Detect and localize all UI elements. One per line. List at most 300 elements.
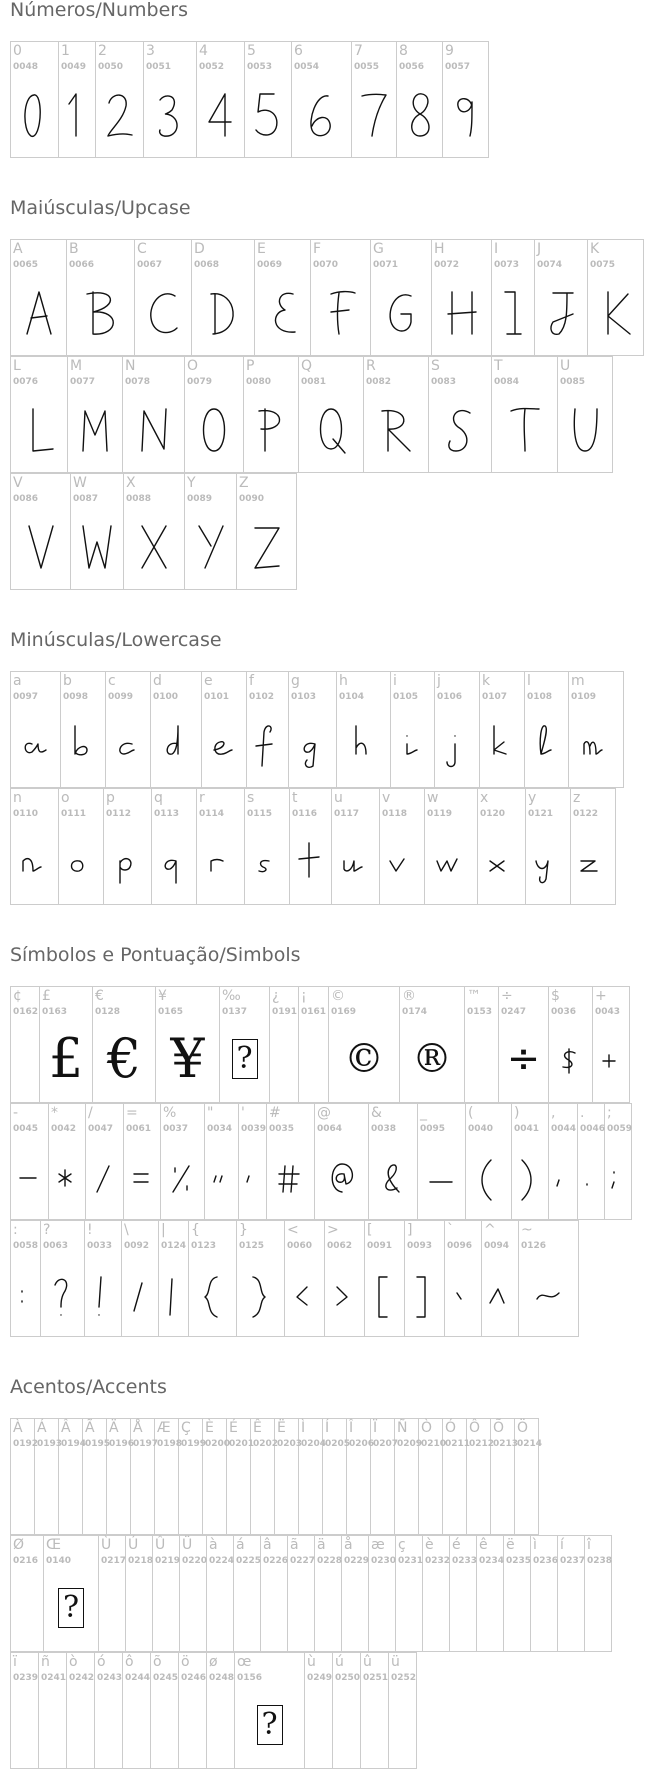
glyph-code-label: 0225 [236,1556,262,1566]
glyph-code-label: 0231 [398,1556,424,1566]
glyph-code-label: 0066 [69,260,95,270]
glyph-character-label: á [236,1537,245,1553]
glyph-sample [11,1136,48,1219]
glyph-character-label: È [205,1420,214,1436]
glyph-cell-0044 [549,1104,578,1220]
glyph-cell-0209 [395,1419,423,1535]
glyph-code-label: 0036 [551,1007,577,1017]
glyph-character-label: Û [155,1537,166,1553]
glyph-cell-0111 [59,789,104,905]
glyph-sample [122,1253,158,1336]
glyph-character-label: 0 [13,43,22,59]
glyph-code-label: 0140 [46,1556,72,1566]
glyph-character-label: < [287,1222,299,1238]
glyph-character-label: ñ [41,1654,50,1670]
glyph-character-label: 4 [199,43,208,59]
glyph-sample [391,704,434,787]
glyph-code-label: 0039 [241,1124,267,1134]
glyph-character-label: L [13,358,21,374]
glyph-cell-0228 [315,1536,342,1652]
glyph-character-label: ë [506,1537,515,1553]
glyph-code-label: 0238 [587,1556,613,1566]
glyph-cell-0045 [11,1104,49,1220]
glyph-cell-0112 [104,789,152,905]
glyph-code-label: 0243 [97,1673,123,1683]
glyph-cell-0124 [159,1221,189,1337]
glyph-code-label: 0063 [43,1241,69,1251]
glyph-sample [11,389,67,472]
glyph-sample [482,1253,518,1336]
glyph-sample [289,704,336,787]
glyph-character-label: Ç [181,1420,191,1436]
glyph-code-label: 0043 [595,1007,621,1017]
glyph-code-label: 0232 [425,1556,451,1566]
glyph-character-label: k [482,673,491,689]
glyph-sample: ® [412,1035,452,1082]
glyph-sample [285,1253,324,1336]
glyph-code-label: 0128 [95,1007,121,1017]
glyph-cell-0212 [467,1419,495,1535]
glyph-code-label: 0227 [290,1556,316,1566]
glyph-code-label: 0251 [363,1673,389,1683]
glyph-cell-0196 [107,1419,135,1535]
glyph-character-label: ù [307,1654,316,1670]
glyph-cell-0081 [299,357,364,473]
glyph-sample [244,389,298,472]
glyph-cell-0071 [371,240,432,356]
glyph-code-label: 0119 [427,809,453,819]
glyph-character-label: t [292,790,298,806]
glyph-cell-0091 [365,1221,405,1337]
glyph-cell-0226 [261,1536,288,1652]
glyph-code-label: 0204 [301,1439,327,1449]
glyph-cell-0047 [86,1104,124,1220]
glyph-code-label: 0174 [402,1007,428,1017]
glyph-character-label: 5 [247,43,256,59]
glyph-cell-0060 [285,1221,325,1337]
glyph-code-label: 0101 [204,692,230,702]
glyph-cell-0153 [465,987,499,1103]
glyph-sample [492,389,557,472]
glyph-cell-0033 [85,1221,122,1337]
glyph-character-label: ~ [521,1222,533,1238]
glyph-sample [245,821,289,904]
glyph-sample [435,704,479,787]
glyph-code-label: 0068 [194,260,220,270]
glyph-character-label: K [590,241,600,257]
glyph-cell-0125 [237,1221,285,1337]
glyph-code-label: 0116 [292,809,318,819]
glyph-code-label: 0086 [13,494,39,504]
glyph-code-label: 0104 [339,692,365,702]
glyph-character-label: M [70,358,83,374]
glyph-character-label: $ [551,988,560,1004]
glyph-cell-0068 [192,240,255,356]
glyph-row-symbols-3 [10,1220,579,1337]
glyph-code-label: 0121 [528,809,554,819]
glyph-cell-0231 [396,1536,423,1652]
glyph-code-label: 0191 [272,1007,298,1017]
missing-glyph-box-icon: ? [235,1681,304,1768]
glyph-sample [588,272,643,355]
glyph-character-label: w [427,790,439,806]
glyph-cell-0052 [197,42,245,158]
glyph-character-label: " [207,1105,214,1121]
glyph-sample [578,1136,604,1219]
glyph-sample [237,506,296,589]
glyph-row-accents-3 [10,1652,417,1769]
glyph-code-label: 0075 [590,260,616,270]
glyph-cell-0195 [83,1419,111,1535]
glyph-character-label: œ [237,1654,252,1670]
glyph-character-label: l [527,673,531,689]
glyph-cell-0062 [325,1221,365,1337]
glyph-cell-0202 [251,1419,279,1535]
glyph-character-label: í [560,1537,564,1553]
glyph-character-label: ` [447,1222,454,1238]
glyph-cell-0095 [418,1104,466,1220]
glyph-sample [425,821,477,904]
glyph-character-label: ' [241,1105,245,1121]
glyph-sample [123,389,184,472]
glyph-character-label: 1 [61,43,70,59]
glyph-character-label: Ò [421,1420,433,1436]
glyph-cell-0083 [429,357,492,473]
glyph-character-label: Ö [517,1420,529,1436]
glyph-sample [365,1253,404,1336]
glyph-character-label: É [229,1420,238,1436]
glyph-code-label: 0047 [88,1124,114,1134]
glyph-cell-0241 [39,1653,67,1769]
glyph-character-label: 2 [98,43,107,59]
glyph-code-label: 0192 [13,1439,39,1449]
glyph-cell-0218 [126,1536,153,1652]
glyph-code-label: 0212 [469,1439,495,1449]
glyph-character-label: Â [61,1420,71,1436]
glyph-code-label: 0163 [42,1007,68,1017]
glyph-cell-0165 [156,987,220,1103]
glyph-code-label: 0073 [494,260,520,270]
glyph-character-label: ÷ [501,988,513,1004]
glyph-character-label: U [560,358,571,374]
section-title-numbers: Números/Numbers [10,0,188,21]
glyph-cell-0109 [569,672,624,788]
glyph-cell-0213 [491,1419,519,1535]
glyph-character-label: î [587,1537,591,1553]
glyph-character-label: ç [398,1537,406,1553]
glyph-code-label: 0111 [61,809,87,819]
glyph-code-label: 0117 [334,809,360,819]
glyph-cell-0075 [588,240,644,356]
glyph-sample [445,1253,481,1336]
glyph-sample [315,1136,368,1219]
glyph-character-label: } [239,1222,248,1238]
glyph-cell-0193 [35,1419,63,1535]
glyph-character-label: Ù [101,1537,112,1553]
glyph-code-label: 0169 [331,1007,357,1017]
glyph-cell-0035 [267,1104,315,1220]
glyph-code-label: 0202 [253,1439,279,1449]
glyph-character-label: Ï [373,1420,378,1436]
glyph-character-label: ò [69,1654,78,1670]
glyph-character-label: Î [349,1420,354,1436]
glyph-character-label: [ [367,1222,373,1238]
glyph-cell-0237 [558,1536,585,1652]
glyph-sample [290,821,331,904]
glyph-sample [144,74,196,157]
glyph-code-label: 0067 [137,260,163,270]
glyph-cell-0200 [203,1419,231,1535]
glyph-code-label: 0050 [98,62,124,72]
glyph-code-label: 0095 [420,1124,446,1134]
glyph-code-label: 0112 [106,809,132,819]
glyph-character-label: Ä [109,1420,119,1436]
glyph-character-label: x [480,790,489,806]
glyph-code-label: 0046 [580,1124,606,1134]
glyph-cell-0042 [49,1104,86,1220]
glyph-character-label: ô [125,1654,134,1670]
glyph-cell-0048 [11,42,59,158]
glyph-cell-0116 [290,789,332,905]
glyph-character-label: Œ [46,1537,61,1553]
glyph-cell-0082 [364,357,429,473]
glyph-character-label: a [13,673,22,689]
glyph-cell-0162 [11,987,40,1103]
glyph-character-label: - [13,1105,19,1121]
glyph-code-label: 0051 [146,62,172,72]
glyph-sample [67,272,134,355]
glyph-code-label: 0049 [61,62,87,72]
glyph-cell-0096 [445,1221,482,1337]
glyph-character-label: ó [97,1654,106,1670]
glyph-sample: ¥ [170,1026,205,1090]
glyph-code-label: 0078 [125,377,151,387]
glyph-cell-0067 [135,240,192,356]
glyph-code-label: 0194 [61,1439,87,1449]
glyph-cell-0140 [44,1536,99,1652]
glyph-cell-0036 [549,987,593,1103]
glyph-code-label: 0118 [382,809,408,819]
glyph-code-label: 0193 [37,1439,63,1449]
glyph-code-label: 0079 [187,377,213,387]
glyph-cell-0122 [571,789,616,905]
glyph-cell-0163 [40,987,93,1103]
glyph-code-label: 0053 [247,62,273,72]
glyph-character-label: u [334,790,343,806]
glyph-cell-0097 [11,672,61,788]
glyph-code-label: 0041 [514,1124,540,1134]
glyph-code-label: 0087 [73,494,99,504]
glyph-sample [124,1136,160,1219]
glyph-cell-0069 [255,240,311,356]
glyph-cell-0074 [535,240,588,356]
glyph-character-label: f [249,673,254,689]
glyph-sample [245,74,291,157]
glyph-code-label: 0230 [371,1556,397,1566]
glyph-sample [267,1136,314,1219]
glyph-cell-0128 [93,987,156,1103]
glyph-code-label: 0062 [327,1241,353,1251]
glyph-code-label: 0061 [126,1124,152,1134]
glyph-code-label: 0247 [501,1007,527,1017]
glyph-sample [85,1253,121,1336]
glyph-cell-0034 [205,1104,239,1220]
glyph-code-label: 0137 [222,1007,248,1017]
glyph-cell-0079 [185,357,244,473]
glyph-cell-0115 [245,789,290,905]
glyph-character-label: õ [153,1654,162,1670]
glyph-character-label: 7 [354,43,363,59]
glyph-sample [255,272,310,355]
glyph-cell-0080 [244,357,299,473]
glyph-cell-0229 [342,1536,369,1652]
glyph-cell-0217 [99,1536,126,1652]
glyph-character-label: Å [133,1420,143,1436]
glyph-code-label: 0246 [181,1673,207,1683]
glyph-sample [124,506,184,589]
glyph-code-label: 0236 [533,1556,559,1566]
glyph-character-label: ã [290,1537,299,1553]
glyph-cell-0206 [347,1419,375,1535]
glyph-code-label: 0226 [263,1556,289,1566]
glyph-cell-0248 [207,1653,235,1769]
glyph-row-upcase-1 [10,239,644,356]
glyph-code-label: 0242 [69,1673,95,1683]
glyph-code-label: 0162 [13,1007,39,1017]
glyph-code-label: 0233 [452,1556,478,1566]
glyph-sample: € [106,1026,142,1090]
glyph-cell-0245 [151,1653,179,1769]
glyph-code-label: 0040 [468,1124,494,1134]
glyph-sample [159,1253,188,1336]
glyph-sample [432,272,491,355]
glyph-character-label: c [108,673,116,689]
glyph-cell-0174 [400,987,465,1103]
glyph-character-label: > [327,1222,339,1238]
glyph-character-label: Á [37,1420,47,1436]
glyph-sample [185,389,243,472]
glyph-character-label: b [63,673,72,689]
glyph-character-label: ú [335,1654,344,1670]
glyph-sample [352,74,396,157]
glyph-character-label: â [263,1537,272,1553]
glyph-code-label: 0165 [158,1007,184,1017]
glyph-cell-0137 [220,987,270,1103]
glyph-sample [311,272,370,355]
glyph-code-label: 0125 [239,1241,265,1251]
glyph-code-label: 0216 [13,1556,39,1566]
glyph-cell-0214 [515,1419,543,1535]
glyph-code-label: 0055 [354,62,380,72]
glyph-code-label: 0195 [85,1439,111,1449]
glyph-character-label: J [537,241,542,257]
glyph-character-label: _ [420,1105,427,1121]
glyph-cell-0235 [504,1536,531,1652]
glyph-cell-0094 [482,1221,519,1337]
glyph-cell-0049 [59,42,96,158]
glyph-sample [443,74,488,157]
glyph-cell-0232 [423,1536,450,1652]
glyph-code-label: 0045 [13,1124,39,1134]
section-title-symbols: Símbolos e Pontuação/Simbols [10,944,301,966]
glyph-code-label: 0200 [205,1439,231,1449]
glyph-row-upcase-2 [10,356,613,473]
glyph-code-label: 0108 [527,692,553,702]
glyph-character-label: 3 [146,43,155,59]
glyph-code-label: 0239 [13,1673,39,1683]
glyph-sample [86,1136,123,1219]
glyph-cell-0123 [189,1221,237,1337]
glyph-character-label: 8 [399,43,408,59]
glyph-cell-0250 [333,1653,361,1769]
glyph-code-label: 0110 [13,809,39,819]
glyph-sample [192,272,254,355]
glyph-sample [535,272,587,355]
glyph-character-label: Æ [157,1420,171,1436]
glyph-cell-0084 [492,357,558,473]
glyph-sample [11,1253,40,1336]
glyph-cell-0077 [68,357,123,473]
glyph-code-label: 0076 [13,377,39,387]
glyph-sample [519,1253,578,1336]
glyph-character-label: Ô [469,1420,481,1436]
glyph-cell-0039 [239,1104,267,1220]
glyph-code-label: 0081 [301,377,327,387]
glyph-character-label: é [452,1537,461,1553]
glyph-character-label: F [313,241,322,257]
glyph-cell-0192 [11,1419,39,1535]
glyph-code-label: 0248 [209,1673,235,1683]
glyph-cell-0064 [315,1104,369,1220]
glyph-code-label: 0250 [335,1673,361,1683]
glyph-code-label: 0161 [301,1007,327,1017]
glyph-cell-0063 [41,1221,85,1337]
glyph-cell-0107 [480,672,525,788]
glyph-character-label: A [13,241,23,257]
glyph-character-label: Ã [85,1420,95,1436]
glyph-code-label: 0080 [246,377,272,387]
glyph-sample [369,1136,417,1219]
glyph-cell-0102 [247,672,289,788]
glyph-cell-0249 [305,1653,333,1769]
glyph-character-label: Ø [13,1537,25,1553]
glyph-character-label: P [246,358,255,374]
glyph-character-label: ] [407,1222,413,1238]
glyph-sample [152,821,196,904]
glyph-cell-0211 [443,1419,471,1535]
glyph-cell-0072 [432,240,492,356]
glyph-code-label: 0120 [480,809,506,819]
glyph-cell-0037 [161,1104,205,1220]
glyph-sample [61,704,105,787]
glyph-sample: © [344,1035,384,1082]
glyph-character-label: % [163,1105,177,1121]
glyph-sample [571,821,615,904]
glyph-character-label: ? [43,1222,51,1238]
glyph-code-label: 0105 [393,692,419,702]
glyph-code-label: 0077 [70,377,96,387]
glyph-code-label: 0065 [13,260,39,270]
glyph-character-label: I [494,241,499,257]
glyph-sample [49,1136,85,1219]
glyph-cell-0119 [425,789,478,905]
glyph-character-label: D [194,241,205,257]
glyph-code-label: 0198 [157,1439,183,1449]
glyph-cell-0219 [153,1536,180,1652]
glyph-sample [205,1136,238,1219]
glyph-row-lowercase-1 [10,671,624,788]
section-title-accents: Acentos/Accents [10,1376,167,1398]
